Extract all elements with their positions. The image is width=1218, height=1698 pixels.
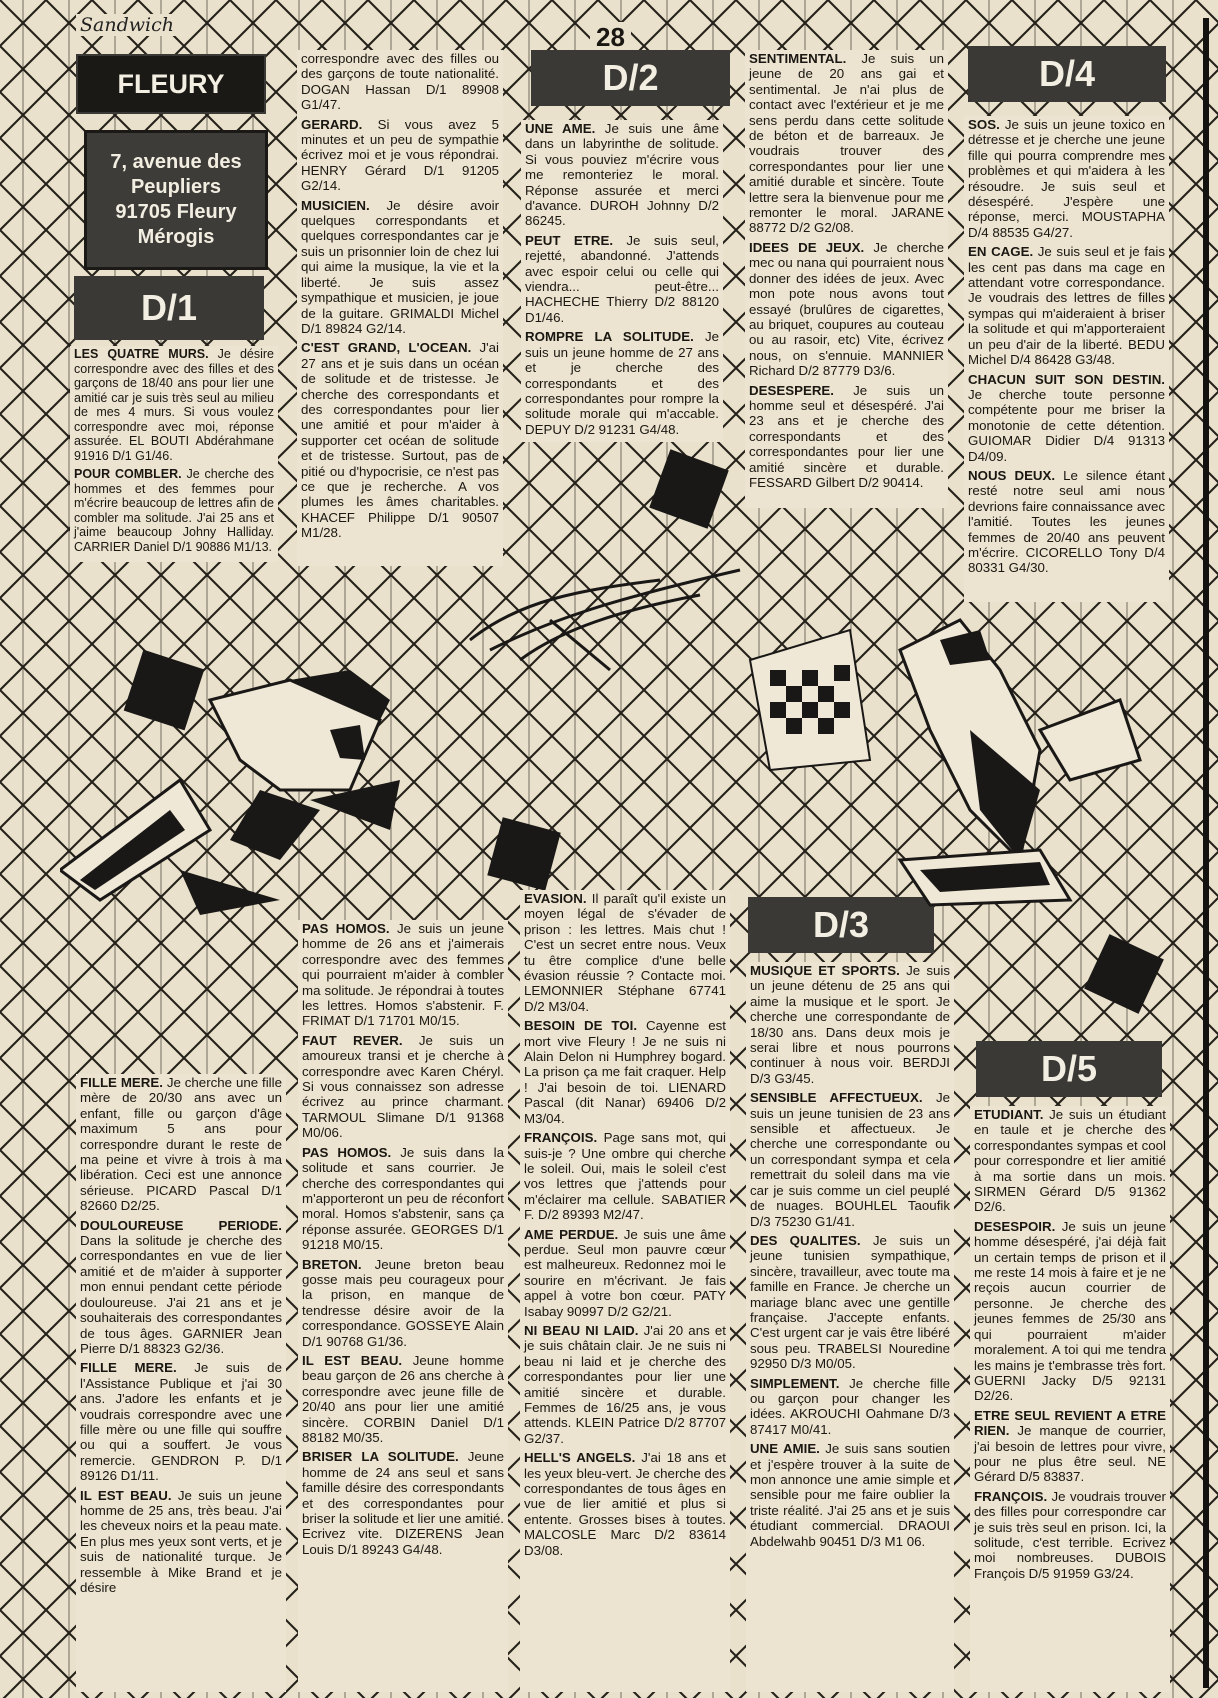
ads-column-d1-bottom <box>76 1074 286 1692</box>
personal-ad <box>301 117 499 194</box>
address-line: Mérogis <box>137 226 215 248</box>
personal-ad <box>750 1376 950 1438</box>
personal-ad <box>302 921 504 1029</box>
address-line: 91705 Fleury <box>115 201 237 223</box>
personal-ad <box>301 198 499 337</box>
personal-ad <box>80 1488 282 1596</box>
personal-ad <box>968 372 1165 464</box>
personal-ad <box>525 121 719 229</box>
personal-ad <box>74 347 274 463</box>
personal-ad <box>525 233 719 325</box>
ad-title: BESOIN DE TOI. <box>524 1018 638 1034</box>
ad-body: Dans la solitude je cherche des correspondantes en vue de lier amitié et de m'aider à supporter mon ennui pendant cette période douloureuse. J'ai 21 ans et je souhaiterais des correspondantes de tous âges. GARNIER Jean Pierre D/1 88323 G2/36. <box>80 1233 282 1356</box>
ad-body: Je suis dans la solitude et sans courrier. Je cherche des correspondantes qui m'apporteront un peu de réconfort moral. Homos s'abstenir, sans ça réponse assurée. GEORGES D/1 91218 M0/15. <box>302 1144 504 1253</box>
ads-column-d4 <box>964 116 1169 602</box>
ads-column-d3 <box>746 962 954 1692</box>
ad-body: Je suis de l'Assistance Publique et j'ai 30 ans. J'adore les enfants et je voudrais correspondre avec une fille mère ou une fille qui souffre ou qui a souffert. Je vous remercie. GENDRON P. D/1 89126 D1/11. <box>80 1360 282 1484</box>
ads-column-d1-top-2 <box>297 50 503 566</box>
ad-title: BRISER LA SOLITUDE. <box>302 1449 459 1465</box>
ad-title: CHACUN SUIT SON DESTIN. <box>968 371 1165 387</box>
ad-body: Je suis un jeune homme de 26 ans et j'aimerais correspondre avec des femmes qui pourraient m'aider à combler ma solitude. Je répondrai à toutes les lettres. Homos s'abstenir. F. FRIMAT D/1 71701 M0/15. <box>302 921 504 1029</box>
personal-ad <box>750 1441 950 1549</box>
ad-title: MUSIQUE ET SPORTS. <box>750 963 900 978</box>
ad-body: Je cherche fille ou garçon pour changer les idées. AKROUCHI Oahmane D/3 87417 M0/41. <box>750 1375 950 1437</box>
ad-title: PEUT ETRE. <box>525 232 614 248</box>
section-label-d4: D/4 <box>970 48 1164 100</box>
personal-ad <box>974 1408 1166 1485</box>
personal-ad <box>302 1449 504 1557</box>
ad-body: Je suis un jeune homme de 27 ans et je cherche des correspondants et des correspondantes pour rompre la solitude morale qui m'accable. DEPUY D/2 91231 G4/48. <box>525 329 719 437</box>
section-label-d2: D/2 <box>533 52 728 104</box>
ads-column-d1-bottom-2 <box>298 920 508 1692</box>
personal-ad <box>80 1360 282 1483</box>
ad-title: FILLE MERE. <box>80 1360 177 1376</box>
ad-title: SOS. <box>968 117 1000 132</box>
personal-ad <box>524 1018 726 1126</box>
ad-title: ROMPRE LA SOLITUDE. <box>525 329 694 345</box>
ad-title: SIMPLEMENT. <box>750 1375 840 1391</box>
personal-ad <box>974 1489 1166 1581</box>
ad-body: J'ai 27 ans et je suis dans un océan de solitude et de tristesse. Je cherche des correspondants et des correspondantes pour lier une amitié et pour m'aider à supporter cet océan de solitude et de tristesse. Surtout, pas de pitié ou d'hypocrisie, ce n'est pas ce que je recherche. A vos plumes les âmes charitables. KHACEF Philippe D/1 90507 M1/28. <box>301 340 499 541</box>
ad-body: J'ai 20 ans et je suis châtain clair. Je ne suis ni beau ni laid et je cherche des correspondantes pour lier une amitié sincère et durable. Femmes de 16/25 ans, je vous attends. KLEIN Patrice D/2 87707 G2/37. <box>524 1322 726 1446</box>
ad-body: Jeune homme de 24 ans seul et sans famille désire des correspondants et des correspondantes pour briser la solitude et lier une amitié. Ecrivez vite. DIZERENS Jean Louis D/1 89243 G4/48. <box>302 1449 504 1557</box>
ad-title: GERARD. <box>301 116 363 132</box>
ad-body: Je cherche une fille mère de 20/30 ans avec un enfant, fille ou garçon d'âge maximum 5 ans pour correspondre durant le reste de ma peine et vivre à trois à ma libération. Ceci est une annonce sérieuse. PICARD Pascal D/1 82660 D2/25. <box>80 1075 282 1214</box>
ad-title: DESESPERE. <box>749 382 834 398</box>
ads-column-d2-top <box>521 120 723 442</box>
ads-column-d2-top-2 <box>745 50 948 508</box>
personal-ad <box>974 1107 1166 1215</box>
ad-body: Je suis une âme perdue. Seul mon pauvre cœur est malheureux. Redonnez moi le sourire en m'écrivant. Je fais appel à votre bon cœur. PATY Isabay 90997 D/2 G2/21. <box>524 1226 726 1319</box>
personal-ad <box>968 117 1165 240</box>
ad-body: Je suis un jeune homme de 25 ans, très beau. J'ai les cheveux noirs et la peau mate. En plus mes yeux sont verts, et je suis de nationalité turque. Je ressemble à Mike Brand et je désire <box>80 1487 282 1595</box>
right-drawing-illustration <box>740 610 1180 910</box>
personal-ad <box>302 1257 504 1349</box>
ad-body: J'ai 18 ans et les yeux bleu-vert. Je cherche des correspondantes de tous âges en vue de lier amitié et plus si entente. Grosses bises à toutes. MALCOSLE Marc D/2 83614 D3/08. <box>524 1450 726 1558</box>
ad-body: Je suis un homme seul et désespéré. J'ai 23 ans et je cherche des correspondants et des correspondantes pour lier une amitié sincère et durable. FESSARD Gilbert D/2 90414. <box>749 382 944 490</box>
personal-ad <box>525 329 719 437</box>
ad-title: ETUDIANT. <box>974 1107 1044 1122</box>
ad-title: IDEES DE JEUX. <box>749 239 865 255</box>
ad-title: FAUT REVER. <box>302 1032 403 1048</box>
personal-ad <box>302 1353 504 1445</box>
ad-body: Je suis seul, rejetté, abandonné. J'attends avec espoir celui ou celle qui viendra... peut-être... HACHECHE Thierry D/2 88120 D1/46. <box>525 232 719 325</box>
ad-body: Je désire avoir quelques correspondants et quelques correspondantes car je suis un prisonnier loin de chez lui qui aime la musique, la vie et la liberté. Je suis assez sympathique et musicien, je joue de la guitare. GRIMALDI Michel D/1 89824 G2/14. <box>301 197 499 336</box>
ad-title: C'EST GRAND, L'OCEAN. <box>301 340 472 356</box>
ad-title: BRETON. <box>302 1256 362 1272</box>
personal-ad <box>750 963 950 1086</box>
section-label-d5: D/5 <box>978 1043 1160 1095</box>
ad-title: AME PERDUE. <box>524 1226 619 1242</box>
personal-ad <box>974 1219 1166 1404</box>
ad-body: Je suis un jeune homme désespéré, j'ai déjà fait un certain temps de prison et il me reste 14 mois à faire et je ne reçois aucun courrier de personne. Je cherche des jeunes femmes de 25/30 ans qui pourraient m'aider moralement. A toi qui me tendra les mains je t'embrasse très fort. GUERNI Jacky D/5 92131 D2/26. <box>974 1218 1166 1404</box>
section-label-d1: D/1 <box>76 278 262 338</box>
ad-title: POUR COMBLER. <box>74 467 182 482</box>
ad-body: Page sans mot, qui suis-je ? Une ombre qui cherche le soleil. Oui, mais le soleil c'est vos lettres que j'attends pour m'éclairer ma cellule. SABATIER F. D/2 89393 M2/47. <box>524 1130 726 1223</box>
ad-title: IL EST BEAU. <box>80 1487 172 1503</box>
page-edge-rule <box>1203 18 1209 1688</box>
address-line: 7, avenue des <box>110 151 242 173</box>
personal-ad <box>968 468 1165 576</box>
ad-body: Je suis seul et je fais les cent pas dans ma cage en attendant votre correspondance. Je voudrais des lettres de filles sympas qui m'aideraient à briser la solitude et qui m'apporteraient un peu d'air de la liberté. BEDU Michel D/4 86428 G3/48. <box>968 244 1165 368</box>
address-box <box>84 130 268 270</box>
ad-body: Je suis un amoureux transi et je cherche à correspondre avec Karen Chéryl. Si vous connaissez son adresse écrivez au prince charmant. TARMOUL Slimane D/1 91368 M0/06. <box>302 1032 504 1141</box>
ad-title: SENSIBLE AFFECTUEUX. <box>750 1090 923 1106</box>
fleury-label: FLEURY <box>78 56 264 112</box>
personal-ad <box>750 1233 950 1372</box>
left-drawing-illustration <box>60 640 440 920</box>
ad-title: DOULOUREUSE PERIODE. <box>80 1217 282 1233</box>
personal-ad <box>80 1075 282 1214</box>
personal-ad <box>301 340 499 540</box>
personal-ad <box>524 1227 726 1319</box>
ad-body: Jeune breton beau gosse mais peu courageux pour la prison, en manque de tendresse désire avoir de la correspondance. GOSSEYE Alain D/1 90768 G1/36. <box>302 1256 504 1349</box>
personal-ad <box>302 1033 504 1141</box>
ad-body: Si vous avez 5 minutes et un peu de sympathie écrivez moi et je vous répondrai. HENRY Gérard D/1 91205 G2/14. <box>301 116 499 194</box>
ad-body: Cayenne est mort vive Fleury ! Je ne suis ni Alain Delon ni Humphrey bogard. La prison ça me fait craquer. Help ! J'ai besoin de toi. LIENARD Pascal (dit Nanar) 69406 D/2 M3/04. <box>524 1018 726 1126</box>
personal-ad <box>524 1130 726 1222</box>
ad-title: PAS HOMOS. <box>302 1144 392 1160</box>
black-square-decoration <box>1080 930 1170 1020</box>
ad-body: Je cherche toute personne compétente pour me briser la monotonie de cette détention. GUIOMAR Didier D/4 91313 D4/09. <box>968 386 1165 464</box>
section-label-d3: D/3 <box>750 899 932 951</box>
ad-title: DES QUALITES. <box>750 1232 861 1248</box>
ad-title: FRANÇOIS. <box>974 1488 1048 1504</box>
personal-ad <box>749 240 944 379</box>
ad-body: Le silence étant resté notre seul ami nous devrions faire connaissance avec l'amitié. Toutes les jeunes femmes de 20/40 ans peuvent m'écrire. CICORELLO Tony D/4 80331 G4/30. <box>968 467 1166 576</box>
personal-ad <box>80 1218 282 1357</box>
personal-ad <box>750 1090 950 1229</box>
ad-body: Je manque de courrier, j'ai besoin de lettres pour vivre, pour ne plus être seul. NE Gérard D/5 83837. <box>974 1423 1166 1485</box>
ad-body: Je cherche des hommes et des femmes pour m'écrire beaucoup de lettres afin de combler ma solitude. J'ai 25 ans et j'aime beaucoup Johny Halliday. CARRIER Daniel D/1 90886 M1/13. <box>74 467 274 554</box>
ad-title: NOUS DEUX. <box>968 467 1056 483</box>
ad-title: FRANÇOIS. <box>524 1130 598 1146</box>
ad-title: PAS HOMOS. <box>302 921 390 936</box>
ad-body: Je suis sans soutien et j'espère trouver à la suite de mon annonce une amie simple et sensible pour me faire oublier la triste réalité. J'ai 25 ans et je suis étudiant commercial. DRAOUI Abdelwahb 90451 D/3 M1 06. <box>750 1441 950 1549</box>
ad-title: IL EST BEAU. <box>302 1352 403 1368</box>
personal-ad <box>301 51 499 113</box>
ad-body: correspondre avec des filles ou des garçons de toute nationalité. DOGAN Hassan D/1 89908 G1/47. <box>301 51 499 113</box>
ad-body: Je suis un jeune toxico en détresse et je cherche une jeune fille qui pourra comprendre mes problèmes et qui m'aidera à les résoudre. Je suis seul et désespéré. J'espère une réponse, merci. MOUSTAPHA D/4 88535 G4/27. <box>968 117 1165 240</box>
ad-title: EVASION. <box>524 891 587 906</box>
personal-ad <box>74 467 274 554</box>
scribble-drawing <box>460 560 760 680</box>
ad-body: Jeune homme beau garçon de 26 ans cherche à correspondre avec jeune fille de 20/40 ans pour lier une amitié sincère. CORBIN Daniel D/1 88182 M0/35. <box>302 1352 504 1445</box>
ad-title: MUSICIEN. <box>301 197 370 213</box>
black-square-decoration <box>640 440 740 540</box>
ad-body: Je suis un étudiant en taule et je cherche des correspondantes sympas et cool pour correspondre et lier amitié à ma sortie dans un mois. SIRMEN Gérard D/5 91362 D2/6. <box>974 1107 1166 1215</box>
ad-title: LES QUATRE MURS. <box>74 347 209 361</box>
ad-title: EN CAGE. <box>968 244 1034 260</box>
ad-body: Je suis un jeune détenu de 25 ans qui aime la musique et le sport. Je cherche une correspondante de 18/30 ans. Dans deux mois je serai libre et nous pourrons continuer à nous voir. BERDJI D/3 G3/45. <box>750 963 950 1086</box>
address-line: Peupliers <box>130 176 222 198</box>
ads-column-d5 <box>970 1106 1170 1692</box>
page-number: 28 <box>590 22 631 53</box>
personal-ad <box>524 1323 726 1446</box>
ad-body: Il paraît qu'il existe un moyen légal de s'évader de prison : les lettres. Mais chut ! C'est un secret entre nous. Veux tu être complice d'une belle évasion réussie ? Contacte moi. LEMONNIER Stéphane 67741 D/2 M3/04. <box>524 891 726 1014</box>
personal-ad <box>749 51 944 236</box>
ad-body: Je suis un jeune tunisien de 23 ans sensible et affectueux. Je cherche une correspondante ou un correspondant sympa et cela remettrait du soleil dans ma vie car je suis comme un ciel peuplé de nuages. BOUHLEL Taoufik D/3 75230 G1/41. <box>750 1090 950 1229</box>
ad-title: SENTIMENTAL. <box>749 51 847 66</box>
personal-ad <box>749 383 944 491</box>
personal-ad <box>524 1450 726 1558</box>
black-square-decoration <box>480 810 570 900</box>
ad-title: FILLE MERE. <box>80 1075 163 1090</box>
ad-title: HELL'S ANGELS. <box>524 1450 636 1466</box>
ads-column-d2-bottom <box>520 890 730 1692</box>
ad-title: DESESPOIR. <box>974 1218 1056 1234</box>
ad-body: Je cherche mec ou nana qui pourraient nous donner des idées de jeux. Avec mon pote nous avons tout essayé (brulûres de cigarettes, au briquet, coupures au couteau ou au rasoir, etc) Vite, écrivez nous, on s'ennuie. MANNIER Richard D/2 87779 D3/6. <box>749 239 944 379</box>
ad-body: Je suis une âme dans un labyrinthe de solitude. Si vous pouviez m'écrire vous me remonteriez le moral. Réponse assurée et merci d'avance. DUROH Johnny D/2 86245. <box>525 121 719 229</box>
ads-column-d1-top <box>70 346 278 562</box>
ad-title: ETRE SEUL REVIENT A ETRE RIEN. <box>974 1407 1166 1439</box>
personal-ad <box>524 891 726 1014</box>
ad-title: UNE AMIE. <box>750 1441 820 1457</box>
ad-body: Je suis un jeune tunisien sympathique, sincère, travailleur, avec toute ma famille en France. Je cherche un mariage blanc avec une gentille française. J'accepte enfants. C'est urgent car je vais être libéré sous peu. TRABELSI Nouredine 92950 D/3 M0/05. <box>750 1232 950 1372</box>
personal-ad <box>302 1145 504 1253</box>
ad-body: Je voudrais trouver des filles pour correspondre car je suis très seul en prison. Ici, la solitude, c'est terrible. Ecrivez moi nombreuses. DUBOIS François D/5 91959 G3/24. <box>974 1488 1166 1581</box>
ad-title: UNE AME. <box>525 121 596 136</box>
personal-ad <box>968 244 1165 367</box>
ad-title: NI BEAU NI LAID. <box>524 1322 639 1338</box>
masthead: Sandwich <box>76 14 178 36</box>
ad-body: Je suis un jeune de 20 ans gai et sentimental. Je n'ai plus de contact avec l'extérieur et je me sens perdu dans cette solitude de béton et de barreaux. Je voudrais trouver des correspondantes pour lier une amitié durable et sincère. Toute lettre sera la bienvenue pour me remonter le moral. JARANE 88772 D/2 G2/08. <box>749 51 944 236</box>
ad-body: Je désire correspondre avec des filles et des garçons de 18/40 ans pour lier une amitié car je suis très seul au milieu de mes 4 murs. Si vous voulez correspondre avec moi, réponse assurée. EL BOUTI Abdérahmane 91916 D/1 G1/46. <box>74 347 274 463</box>
